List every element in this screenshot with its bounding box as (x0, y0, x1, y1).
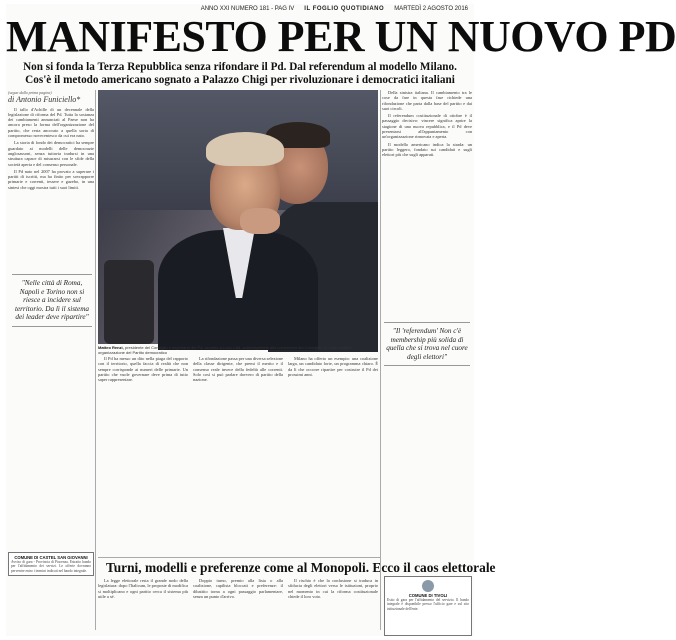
left-column (8, 90, 94, 192)
notice-body: Avviso di gara - Provincia di Piacenza. Estratto bando per l'affidamento dei servizi. Le offerte dovranno pervenire entro i termini indicati nel bando integrale. (11, 560, 91, 573)
continued-note: (segue dalla prima pagina) (8, 90, 52, 95)
pull-quote-left: "Nelle città di Roma, Napoli e Torino non si riesce a incidere sul territorio. Da lì il sistema dei leader deve ripartire" (12, 274, 92, 327)
legal-notice-left (8, 552, 94, 576)
article-column (288, 356, 378, 556)
photo-caption (98, 345, 378, 355)
notice-title: COMUNE DI TIVOLI (408, 593, 448, 598)
article-paragraph: Il Pd ha messo un dito nella piaga del rapporto con il territorio, quella faccia di realtà che non sempre corrisponde ai numeri delle primarie. Un partito che vuole governare deve prima di tutto saper rappresentare. (98, 356, 188, 383)
caption-name: Matteo Renzi, (98, 345, 124, 350)
article-paragraph: Il modello americano indica la strada: un partito leggero, fondato sui candidati e sugli elettori più che sugli apparati. (382, 141, 472, 158)
caption-text: presidente del Consiglio e segretario del Pd, accanto a Luca Lotti, sottosegretario alla presidenza del Consiglio, ex responsabile organizzazione del Partito democratico (98, 345, 352, 355)
main-headline: MANIFESTO PER UN NUOVO PD (6, 12, 676, 61)
notice-title: COMUNE DI CASTEL SAN GIOVANNI (14, 555, 88, 560)
author-byline: di Antonio Funiciello* (8, 95, 81, 105)
newspaper-page (6, 4, 676, 636)
middle-columns (98, 356, 378, 556)
article-paragraph: La legge elettorale resta il grande nodo della legislatura: dopo l'Italicum, le proposte di modifica si moltiplicano e ogni partito cerca il sistema più utile a sé. (98, 578, 188, 599)
column-rule (380, 90, 381, 630)
column-rule (95, 90, 96, 630)
municipal-crest-icon (422, 580, 434, 592)
article-paragraph: Milano ha offerto un esempio: una coalizione larga, un candidato forte, un programma chiaro. È da lì che occorre ripartire per costruire il Pd dei prossimi anni. (288, 356, 378, 377)
pull-quote-right: "Il 'referendum' Non c'è membership più solida di quella che si trova nel cuore degli elettori" (384, 322, 470, 366)
section-divider (98, 557, 380, 558)
article-column (193, 578, 283, 636)
secondary-headline: Turni, modelli e preferenze come al Monopoli. Ecco il caos elettorale (106, 560, 496, 575)
article-column (98, 578, 188, 636)
issue-date: MARTEDÌ 2 AGOSTO 2016 (394, 6, 468, 12)
right-column (382, 90, 472, 160)
article-paragraph: Il Pd nato nel 2007 ha provato a superare i partiti di iscritti, ma ha finito per sovrapporre primarie e correnti, tessere e gazebo, in una sintesi che oggi mostra tutti i suoi limiti. (8, 168, 94, 190)
article-column (193, 356, 283, 556)
issue-info: ANNO XXI NUMERO 181 - PAG IV (200, 6, 295, 12)
notice-body: Esito di gara per l'affidamento del servizio. Il bando integrale è disponibile presso l'ufficio gare e sul sito istituzionale dell'ente. (387, 598, 469, 611)
article-paragraph: La storia di fondo dei democratici ha sempre guardato ai modelli delle democrazie anglosassoni, senza tuttavia tradursi in una struttura capace di misurarsi con le sfide della società aperta e del consenso personale. (8, 140, 94, 167)
legal-notice-right (384, 576, 472, 636)
article-column (98, 356, 188, 556)
article-paragraph: Il referendum costituzionale di ottobre è il passaggio decisivo: vincere significa aprire la stagione di una nuova repubblica, e il Pd deve presentarsi all'appuntamento con un'organizzazione rinnovata e aperta. (382, 113, 472, 140)
subheadline: Non si fonda la Terza Repubblica senza rifondare il Pd. Dal referendum al modello Milano. Cos'è il metodo americano sognato a Palazzo Chigi per rivoluzionare i democratici italiani (23, 61, 457, 86)
article-paragraph: Della sinistra italiana. Il cambiamento tra le cose da fare in questa fase richiede una rifondazione che parta dalla base del partito e dai suoi circoli. (382, 90, 472, 111)
article-paragraph: Il tallo d'Achille di un decennale della legislazione di riforma del Pd. Tutta la sostanza dei cambiamenti annunciati al Paese non ha ancora preso la forma dell'organizzazione del partito, che resta ancorato a quella sorta di compromesso novecentesco da cui era nato. (8, 106, 94, 139)
article-column (288, 578, 378, 636)
newspaper-brand: IL FOGLIO QUOTIDIANO (304, 6, 385, 12)
article-paragraph: Il rischio è che la confusione si traduca in sfiducia degli elettori verso le istituzioni, proprio nel momento in cui la riforma costituzionale chiede il loro voto. (288, 578, 378, 599)
article-paragraph: La rifondazione passa per una diversa selezione della classe dirigente, che premi il merito e il consenso reale invece della fedeltà alle correnti. Solo così si può parlare davvero di partito della nazione. (193, 356, 283, 383)
article-photo (98, 90, 378, 344)
article-paragraph: Doppio turno, premio alla lista o alla coalizione, capilista bloccati e preferenze: il dibattito torna a ogni passaggio parlamentare, senza un punto d'arrivo. (193, 578, 283, 599)
